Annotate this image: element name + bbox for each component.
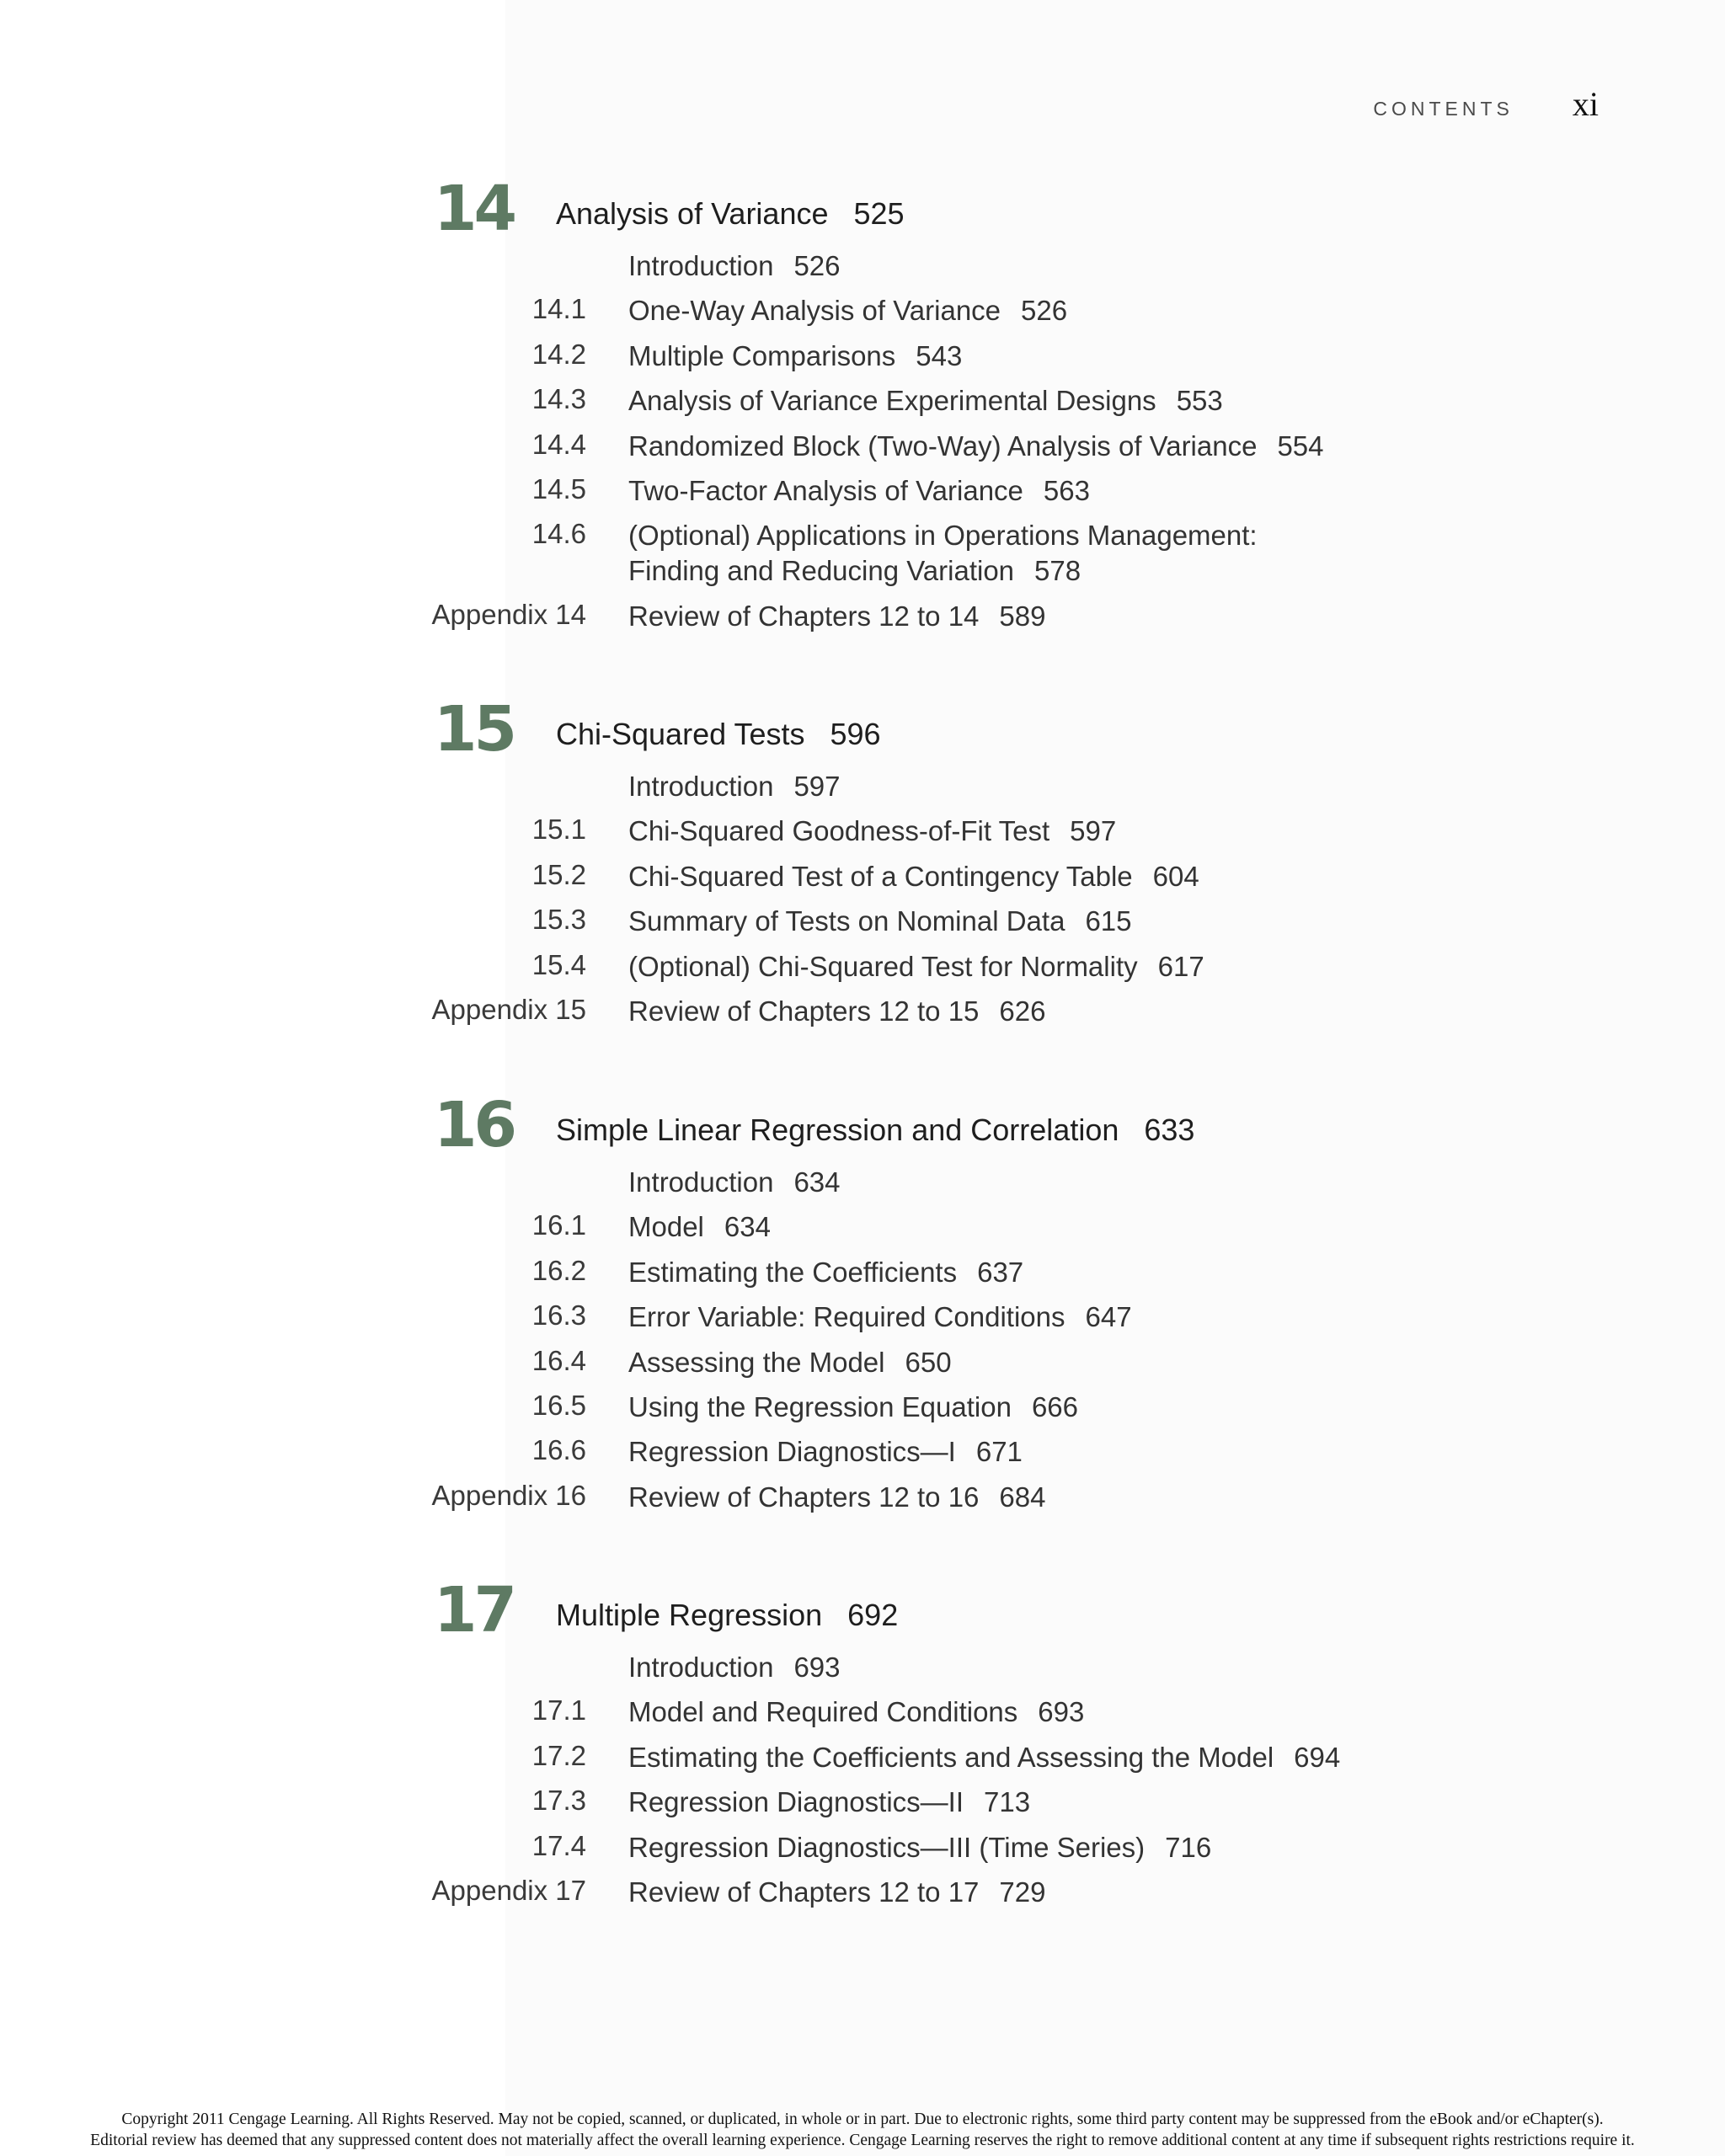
toc-entry[interactable] <box>0 1650 1725 1694</box>
toc-entry[interactable] <box>0 769 1725 814</box>
entry-page: 729 <box>999 1876 1046 1908</box>
entry-number: 15.4 <box>531 948 586 980</box>
chapter-page: 525 <box>853 196 905 231</box>
entry-page: 713 <box>984 1786 1031 1818</box>
entry-title: Error Variable: Required Conditions <box>628 1301 1065 1333</box>
toc-entry[interactable] <box>0 1830 1725 1875</box>
entry-title: Model <box>628 1211 704 1243</box>
chapter-17 <box>0 1574 1725 1919</box>
entry-page: 647 <box>1085 1301 1132 1333</box>
toc-entry[interactable] <box>0 1165 1725 1209</box>
entry-page: 597 <box>1070 815 1117 847</box>
entry-page: 694 <box>1294 1741 1341 1773</box>
entry-title: Chi-Squared Test of a Contingency Table <box>628 860 1133 892</box>
entry-title: Analysis of Variance Experimental Designs <box>628 385 1156 417</box>
toc-entry[interactable] <box>0 1785 1725 1829</box>
chapter-16 <box>0 1089 1725 1524</box>
chapter-title[interactable] <box>556 1598 898 1633</box>
chapter-page: 596 <box>830 717 881 751</box>
chapter-number: 17 <box>434 1574 514 1646</box>
entry-title: One-Way Analysis of Variance <box>628 295 1001 327</box>
entry-list <box>0 1165 1725 1524</box>
entry-number: 17.4 <box>531 1829 586 1861</box>
entry-title: Review of Chapters 12 to 15 <box>628 995 980 1027</box>
entry-title: Estimating the Coefficients <box>628 1256 958 1288</box>
entry-number: 14.5 <box>531 472 586 504</box>
entry-title: Model and Required Conditions <box>628 1696 1018 1728</box>
chapter-heading <box>0 693 1725 769</box>
entry-title: (Optional) Applications in Operations Management: Finding and Reducing Variation <box>628 520 1258 587</box>
toc-entry[interactable] <box>0 1255 1725 1299</box>
entry-number: 15.1 <box>531 814 586 846</box>
toc-entry[interactable] <box>0 1209 1725 1254</box>
entry-page: 563 <box>1043 474 1090 506</box>
entry-number: 17.2 <box>531 1739 586 1771</box>
entry-page: 597 <box>793 771 841 802</box>
entry-title: Review of Chapters 12 to 17 <box>628 1876 980 1908</box>
chapter-number: 15 <box>434 693 514 766</box>
toc-entry[interactable] <box>0 1434 1725 1479</box>
entry-title: Randomized Block (Two-Way) Analysis of Variance <box>628 430 1258 462</box>
entry-number: 15.3 <box>531 904 586 936</box>
entry-page: 617 <box>1157 950 1204 982</box>
chapter-page: 692 <box>847 1598 899 1632</box>
entry-page: 634 <box>793 1166 841 1198</box>
entry-list <box>0 769 1725 1038</box>
entry-number: 16.2 <box>531 1254 586 1286</box>
entry-title: Regression Diagnostics—III (Time Series) <box>628 1831 1146 1863</box>
entry-page: 604 <box>1152 860 1199 892</box>
entry-number: 17.1 <box>531 1694 586 1726</box>
entry-page: 543 <box>916 339 963 371</box>
page-header <box>1373 84 1599 124</box>
entry-number: 14.6 <box>531 518 586 550</box>
copyright-line-1: Copyright 2011 Cengage Learning. All Rights Reserved. May not be copied, scanned, or duplicated, in whole or in part. Due to electronic rights, some third party content may be suppressed from the eBook and/or eChapter(s). <box>121 2111 1604 2128</box>
entry-number: 16.5 <box>531 1389 586 1421</box>
toc-entry-appendix[interactable] <box>0 1480 1725 1524</box>
entry-page: 634 <box>724 1211 771 1243</box>
entry-title: Review of Chapters 12 to 14 <box>628 600 980 632</box>
entry-page: 650 <box>905 1346 952 1378</box>
entry-number: 14.1 <box>531 293 586 325</box>
entry-list <box>0 248 1725 644</box>
chapter-heading <box>0 1574 1725 1650</box>
running-head: CONTENTS <box>1373 98 1514 120</box>
chapter-title-text: Analysis of Variance <box>556 196 829 231</box>
chapter-14 <box>0 173 1725 644</box>
entry-number: 14.3 <box>531 383 586 415</box>
chapter-number: 16 <box>434 1089 514 1161</box>
toc-entry[interactable] <box>0 383 1725 428</box>
toc-entry[interactable] <box>0 1299 1725 1344</box>
entry-number: 16.3 <box>531 1299 586 1331</box>
entry-number: 15.2 <box>531 858 586 890</box>
entry-number: 16.1 <box>531 1209 586 1241</box>
toc-entry[interactable] <box>0 339 1725 383</box>
toc-entry[interactable] <box>0 859 1725 904</box>
entry-title: Summary of Tests on Nominal Data <box>628 905 1065 937</box>
entry-page: 693 <box>793 1652 841 1683</box>
entry-page: 553 <box>1176 385 1223 417</box>
entry-title: Using the Regression Equation <box>628 1390 1012 1422</box>
entry-page: 693 <box>1038 1696 1085 1728</box>
entry-number: Appendix 17 <box>431 1874 586 1906</box>
entry-page: 589 <box>999 600 1046 632</box>
entry-title: Multiple Comparisons <box>628 339 896 371</box>
entry-page: 684 <box>999 1481 1046 1513</box>
chapter-15 <box>0 693 1725 1038</box>
toc-entry-appendix[interactable] <box>0 599 1725 643</box>
copyright-footer <box>0 2109 1725 2151</box>
entry-page: 637 <box>977 1256 1024 1288</box>
entry-number: Appendix 15 <box>431 993 586 1025</box>
entry-number: 14.2 <box>531 338 586 370</box>
toc-entry[interactable] <box>0 904 1725 948</box>
entry-title: Review of Chapters 12 to 16 <box>628 1481 980 1513</box>
entry-page: 554 <box>1277 430 1324 462</box>
entry-number: 16.6 <box>531 1434 586 1466</box>
entry-page: 526 <box>1021 295 1068 327</box>
entry-title: (Optional) Chi-Squared Test for Normality <box>628 950 1138 982</box>
entry-number: 17.3 <box>531 1785 586 1817</box>
entry-page: 526 <box>793 250 841 281</box>
entry-page: 615 <box>1085 905 1132 937</box>
toc-entry[interactable] <box>0 949 1725 994</box>
entry-title: Estimating the Coefficients and Assessing the Model <box>628 1741 1274 1773</box>
toc-entry-appendix[interactable] <box>0 994 1725 1038</box>
toc-entry[interactable] <box>0 814 1725 858</box>
chapter-title[interactable] <box>556 717 881 752</box>
entry-page: 578 <box>1034 555 1081 587</box>
toc-entry[interactable] <box>0 1390 1725 1434</box>
toc-entry[interactable] <box>0 248 1725 293</box>
chapter-number: 14 <box>434 173 514 245</box>
chapter-title[interactable] <box>556 1113 1194 1148</box>
entry-page: 666 <box>1031 1390 1079 1422</box>
toc-entry[interactable] <box>0 1694 1725 1739</box>
entry-title: Introduction <box>628 1166 774 1198</box>
chapter-title-text: Simple Linear Regression and Correlation <box>556 1113 1119 1147</box>
entry-title: Chi-Squared Goodness-of-Fit Test <box>628 815 1050 847</box>
entry-page: 626 <box>999 995 1046 1027</box>
toc-entry-appendix[interactable] <box>0 1875 1725 1919</box>
chapter-title-text: Chi-Squared Tests <box>556 717 805 751</box>
entry-title: Introduction <box>628 1652 774 1683</box>
chapter-heading <box>0 1089 1725 1165</box>
entry-number: 16.4 <box>531 1344 586 1376</box>
entry-number: 14.4 <box>531 428 586 460</box>
entry-title: Regression Diagnostics—I <box>628 1436 956 1468</box>
entry-list <box>0 1650 1725 1919</box>
entry-title: Assessing the Model <box>628 1346 885 1378</box>
entry-number: Appendix 14 <box>431 599 586 631</box>
toc-entry[interactable] <box>0 518 1725 599</box>
page-number: xi <box>1572 85 1599 123</box>
entry-page: 716 <box>1165 1831 1212 1863</box>
entry-title: Regression Diagnostics—II <box>628 1786 964 1818</box>
entry-title: Introduction <box>628 771 774 802</box>
chapter-page: 633 <box>1144 1113 1195 1147</box>
toc-entry[interactable] <box>0 429 1725 473</box>
entry-page: 671 <box>975 1436 1023 1468</box>
entry-number: Appendix 16 <box>431 1479 586 1511</box>
chapter-heading <box>0 173 1725 248</box>
toc-entry[interactable] <box>0 473 1725 518</box>
toc-entry[interactable] <box>0 1740 1725 1785</box>
entry-title: Two-Factor Analysis of Variance <box>628 474 1023 506</box>
chapter-title[interactable] <box>556 196 905 232</box>
toc-entry[interactable] <box>0 293 1725 338</box>
copyright-line-2: Editorial review has deemed that any suppressed content does not materially affect the overall learning experience. Cengage Learning reserves the right to remove additional content at any time if subsequent rights restrictions require it. <box>90 2132 1635 2149</box>
chapter-title-text: Multiple Regression <box>556 1598 823 1632</box>
entry-title: Introduction <box>628 250 774 281</box>
toc-entry[interactable] <box>0 1345 1725 1390</box>
